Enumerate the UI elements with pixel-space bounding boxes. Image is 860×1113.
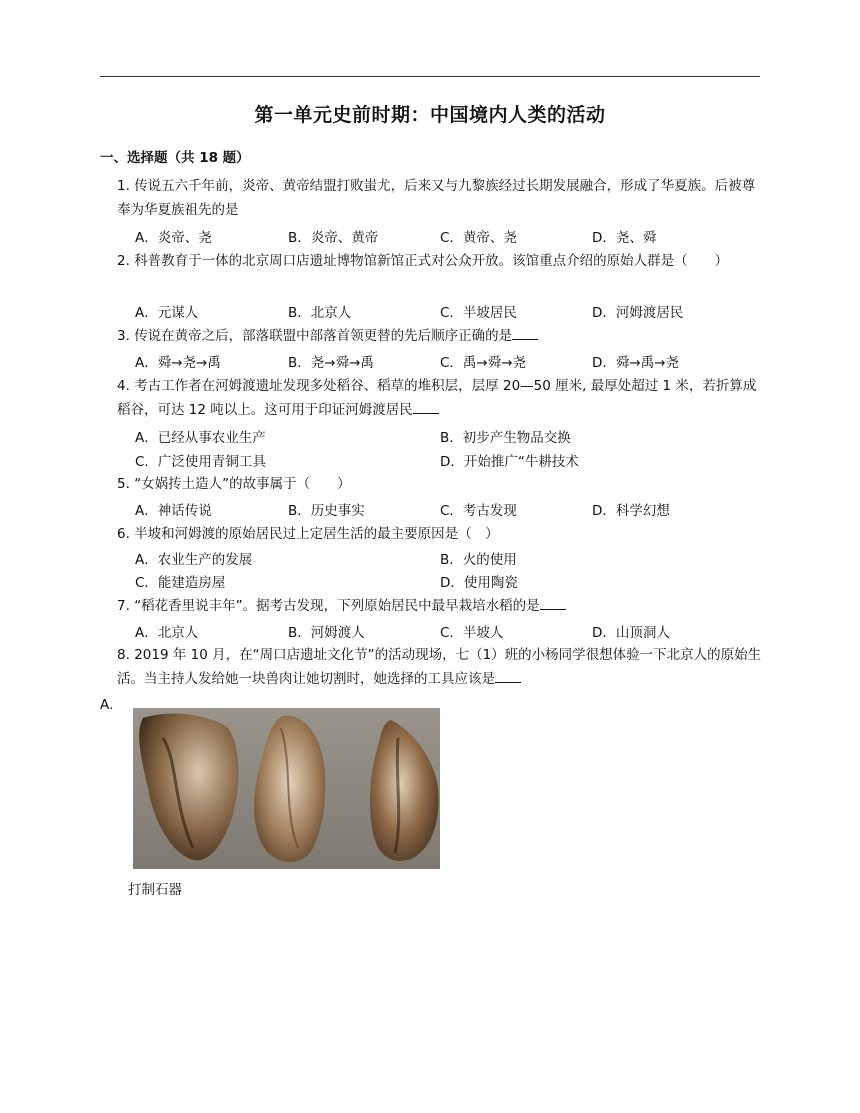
question-number: 5.	[117, 476, 130, 492]
question-text: 传说在黄帝之后，部落联盟中部落首领更替的先后顺序正确的是	[134, 328, 513, 344]
options-q3	[135, 351, 755, 373]
option-d[interactable]: D．尧、舜	[592, 230, 657, 246]
option-a[interactable]: A．神话传说	[135, 503, 212, 519]
option-a[interactable]: A．元谋人	[135, 305, 199, 321]
option-c[interactable]: C．禹→舜→尧	[440, 355, 527, 371]
option-a[interactable]: A．北京人	[135, 625, 199, 641]
option-c[interactable]: C．能建造房屋	[135, 575, 226, 591]
question-text: 传说五六千年前，炎帝、黄帝结盟打败蚩尤，后来又与九黎族经过长期发展融合，形成了华夏族。后被尊奉为华夏族祖先的是	[117, 178, 756, 218]
option-c[interactable]: C．半坡人	[440, 625, 504, 641]
option-b[interactable]: B．历史事实	[288, 503, 365, 519]
question-text: 考古工作者在河姆渡遗址发现多处稻谷、稻草的堆积层，层厚 20—50 厘米, 最厚处超过 1 米，若折算成稻谷，可达 12 吨以上。这可用于印证河姆渡居民	[117, 378, 757, 418]
question-6	[117, 522, 762, 546]
option-b[interactable]: B．炎帝、黄帝	[288, 230, 379, 246]
question-text: 半坡和河姆渡的原始居民过上定居生活的最主要原因是（ ）	[134, 526, 499, 542]
option-b[interactable]: B．火的使用	[440, 552, 517, 568]
option-d[interactable]: D．舜→禹→尧	[592, 355, 680, 371]
options-q5	[135, 499, 755, 521]
option-a[interactable]: A．舜→尧→禹	[135, 355, 221, 371]
option-b[interactable]: B．初步产生物品交换	[440, 430, 571, 446]
figure-option-label[interactable]: A.	[100, 697, 114, 713]
options-q1	[135, 226, 755, 248]
question-3	[117, 324, 762, 348]
option-c[interactable]: C．半坡居民	[440, 305, 517, 321]
top-rule	[100, 76, 760, 77]
option-c[interactable]: C．考古发现	[440, 503, 517, 519]
question-number: 2.	[117, 253, 130, 269]
options-q6-row1	[135, 548, 755, 570]
question-number: 8.	[117, 647, 130, 663]
question-number: 4.	[117, 378, 130, 394]
stone-tools-icon	[133, 708, 440, 869]
options-q6-row2	[135, 571, 755, 593]
option-c[interactable]: C．广泛使用青铜工具	[135, 454, 266, 470]
figure-caption: 打制石器	[128, 882, 182, 898]
question-1	[117, 174, 762, 222]
option-a[interactable]: A．农业生产的发展	[135, 552, 253, 568]
page-title: 第一单元史前时期：中国境内人类的活动	[254, 104, 606, 126]
option-d[interactable]: D．开始推广“牛耕技术	[440, 454, 579, 470]
question-5	[117, 472, 762, 496]
question-number: 3.	[117, 328, 130, 344]
answer-blank	[512, 325, 538, 340]
option-d[interactable]: D．河姆渡居民	[592, 305, 684, 321]
options-q4-row1	[135, 426, 755, 448]
options-q2	[135, 301, 755, 323]
question-2	[117, 249, 762, 273]
answer-blank	[540, 595, 566, 610]
option-b[interactable]: B．尧→舜→禹	[288, 355, 374, 371]
question-text: 科普教育于一体的北京周口店遗址博物馆新馆正式对公众开放。该馆重点介绍的原始人群是（ ）	[134, 253, 729, 269]
question-number: 1.	[117, 178, 130, 194]
question-text: “稻花香里说丰年”。据考古发现，下列原始居民中最早栽培水稻的是	[134, 598, 540, 614]
question-7	[117, 594, 762, 618]
question-text: 2019 年 10 月，在“周口店遗址文化节”的活动现场，七（1）班的小杨同学很想体验一下北京人的原始生活。当主持人发给她一块兽肉让她切割时，她选择的工具应该是	[117, 647, 762, 687]
question-number: 6.	[117, 526, 130, 542]
option-b[interactable]: B．北京人	[288, 305, 352, 321]
options-q7	[135, 621, 755, 643]
option-d[interactable]: D．使用陶瓷	[440, 575, 518, 591]
question-4	[117, 374, 762, 422]
options-q4-row2	[135, 450, 755, 472]
option-c[interactable]: C．黄帝、尧	[440, 230, 517, 246]
question-number: 7.	[117, 598, 130, 614]
option-a[interactable]: A．炎帝、尧	[135, 230, 212, 246]
answer-blank	[413, 399, 439, 414]
question-8	[117, 643, 762, 691]
option-a[interactable]: A．已经从事农业生产	[135, 430, 266, 446]
section-heading: 一、选择题（共 18 题）	[100, 150, 250, 166]
question-text: “女娲抟土造人”的故事属于（ ）	[134, 476, 351, 492]
option-d[interactable]: D．科学幻想	[592, 503, 670, 519]
answer-blank	[495, 668, 521, 683]
option-b[interactable]: B．河姆渡人	[288, 625, 365, 641]
option-d[interactable]: D．山顶洞人	[592, 625, 670, 641]
stone-tools-photo	[133, 708, 440, 869]
